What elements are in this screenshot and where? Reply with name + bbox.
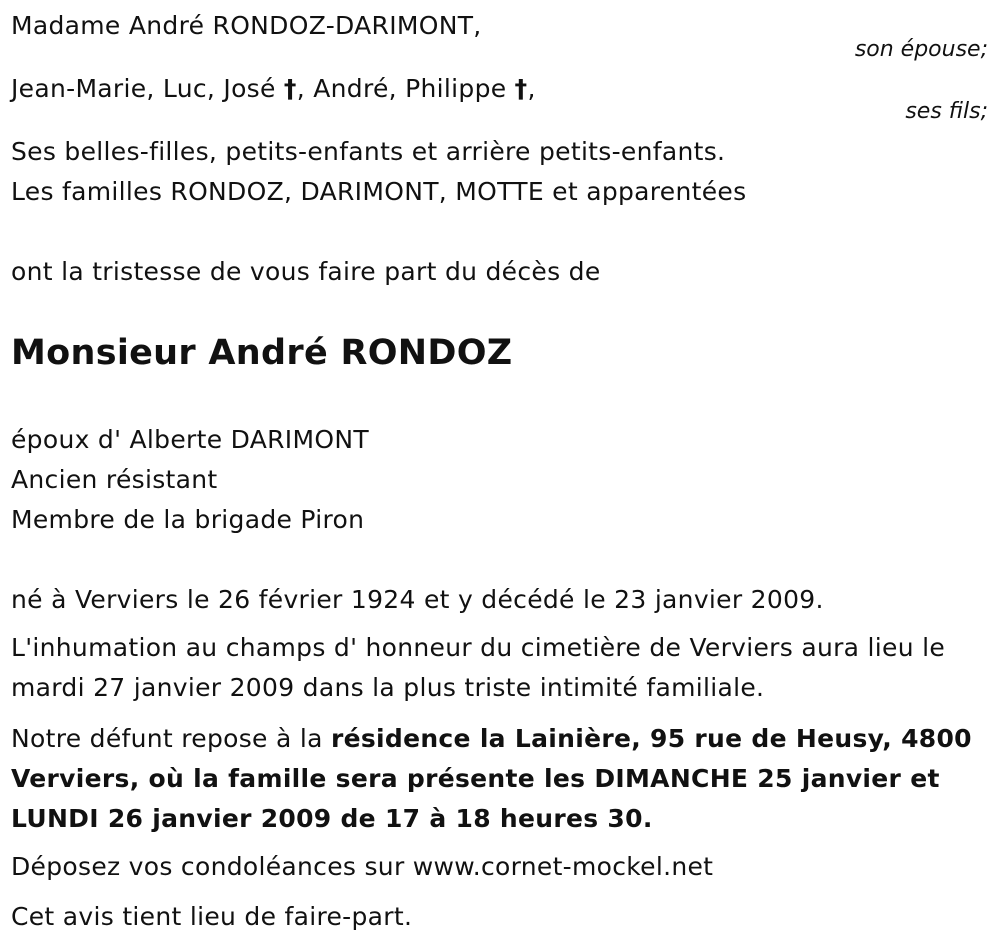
burial-line-1: L'inhumation au champs d' honneur du cimetière de Verviers aura lieu le [11, 633, 946, 662]
sons-part3: , [527, 74, 536, 103]
sons-line [11, 74, 536, 104]
sons-part1: Jean-Marie, Luc, José [11, 74, 284, 103]
title-brigade: Membre de la brigade Piron [11, 505, 365, 534]
family-line-1: Ses belles-filles, petits-enfants et arrière petits-enfants. [11, 137, 726, 166]
repose-bold-1: résidence la Lainière, 95 rue de Heusy, 4800 [330, 724, 972, 753]
repose-intro: Notre défunt repose à la [11, 724, 331, 753]
burial-line-2: mardi 27 janvier 2009 dans la plus triste intimité familiale. [11, 673, 765, 702]
birth-death-line: né à Verviers le 26 février 1924 et y décédé le 23 janvier 2009. [11, 585, 824, 614]
spouse-role: son épouse; [854, 37, 988, 62]
condolences-line: Déposez vos condoléances sur www.cornet-mockel.net [11, 852, 714, 881]
cross-icon: † [514, 74, 528, 103]
announcement: ont la tristesse de vous faire part du décès de [11, 257, 601, 286]
repose-line-1 [11, 724, 972, 754]
repose-line-3: LUNDI 26 janvier 2009 de 17 à 18 heures 30. [11, 804, 653, 833]
cross-icon: † [283, 74, 297, 103]
sons-part2: , André, Philippe [296, 74, 515, 103]
repose-line-2: Verviers, où la famille sera présente les DIMANCHE 25 janvier et [11, 764, 940, 793]
title-resistant: Ancien résistant [11, 465, 218, 494]
spouse-detail: époux d' Alberte DARIMONT [11, 425, 369, 454]
family-line-2: Les familles RONDOZ, DARIMONT, MOTTE et apparentées [11, 177, 747, 206]
deceased-name: Monsieur André RONDOZ [11, 333, 513, 373]
spouse-line: Madame André RONDOZ-DARIMONT, [11, 11, 482, 40]
closing-line: Cet avis tient lieu de faire-part. [11, 902, 413, 931]
sons-role: ses fils; [905, 99, 988, 124]
